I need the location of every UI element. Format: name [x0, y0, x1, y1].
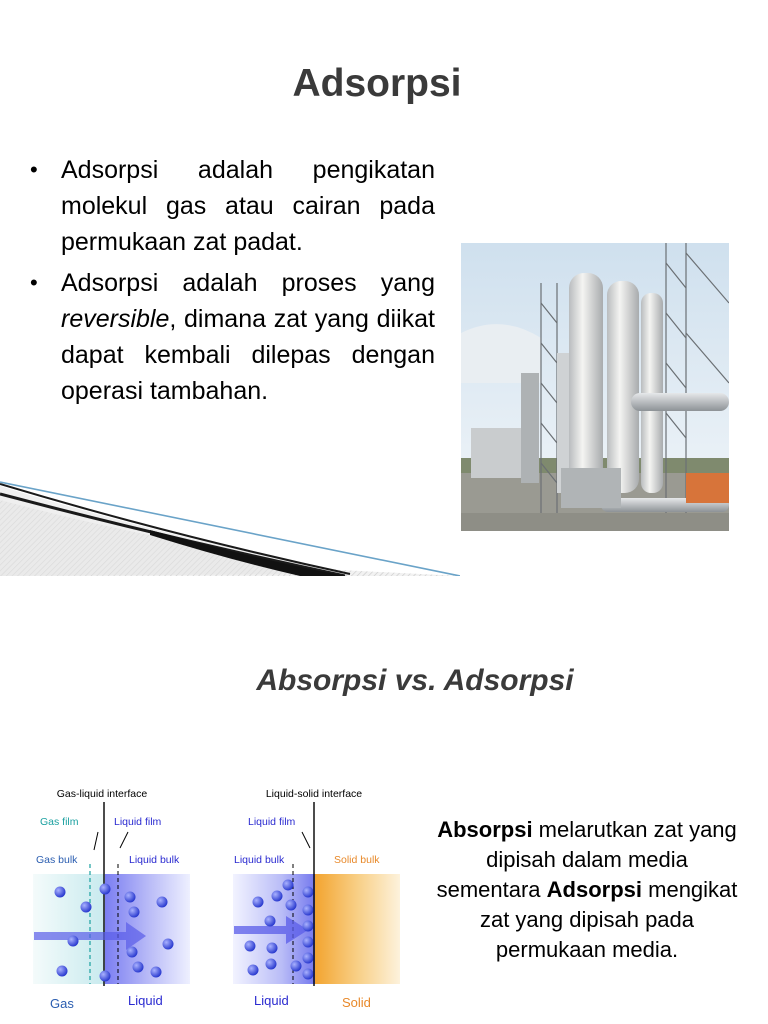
- slide-title: Adsorpsi: [292, 62, 462, 105]
- liquid-label: Liquid: [254, 993, 289, 1008]
- industrial-plant-photo: [461, 243, 729, 531]
- gas-label: Gas: [50, 996, 74, 1011]
- term-absorpsi: Absorpsi: [437, 817, 533, 842]
- liquid-label: Liquid: [128, 993, 163, 1008]
- bullet-text-end: , dimana zat yang diikat dapat kembali dilepas dengan operasi tambahan.: [61, 305, 435, 405]
- bullet-item: [30, 152, 435, 260]
- gas-bulk-label: Gas bulk: [36, 854, 78, 866]
- bullet-text-italic: reversible: [61, 305, 170, 333]
- liquid-bulk-label: Liquid bulk: [129, 854, 180, 866]
- liquid-film-label: Liquid film: [114, 816, 162, 828]
- liquid-solid-diagram: [228, 784, 408, 1014]
- interface-label: Liquid-solid interface: [265, 788, 363, 800]
- bullet-list: [30, 152, 435, 414]
- interface-label: Gas-liquid interface: [56, 788, 148, 800]
- gas-film-label: Gas film: [40, 816, 79, 828]
- decorative-wave: [0, 480, 460, 576]
- term-adsorpsi: Adsorpsi: [546, 877, 643, 902]
- slide-title: Absorpsi vs. Adsorpsi: [256, 664, 574, 697]
- bullet-icon: •: [30, 270, 38, 295]
- bullet-text-start: Adsorpsi adalah proses yang: [61, 269, 435, 297]
- liquid-film-label: Liquid film: [248, 816, 296, 828]
- liquid-bulk-label: Liquid bulk: [234, 854, 285, 866]
- description-text-1: melarutkan zat yang dipisah dalam media sementara: [436, 817, 737, 902]
- slide-absorpsi-vs-adsorpsi: [0, 586, 768, 1024]
- description-text-2: mengikat zat yang dipisah pada permukaan media.: [479, 877, 738, 962]
- bullet-text: Adsorpsi adalah pengikatan molekul gas atau cairan pada permukaan zat padat.: [61, 156, 435, 256]
- solid-label: Solid: [342, 995, 371, 1010]
- bullet-icon: •: [30, 157, 38, 182]
- comparison-description: [432, 815, 742, 965]
- bullet-item: [30, 265, 435, 409]
- gas-liquid-diagram: [28, 784, 200, 1014]
- solid-bulk-label: Solid bulk: [334, 854, 380, 866]
